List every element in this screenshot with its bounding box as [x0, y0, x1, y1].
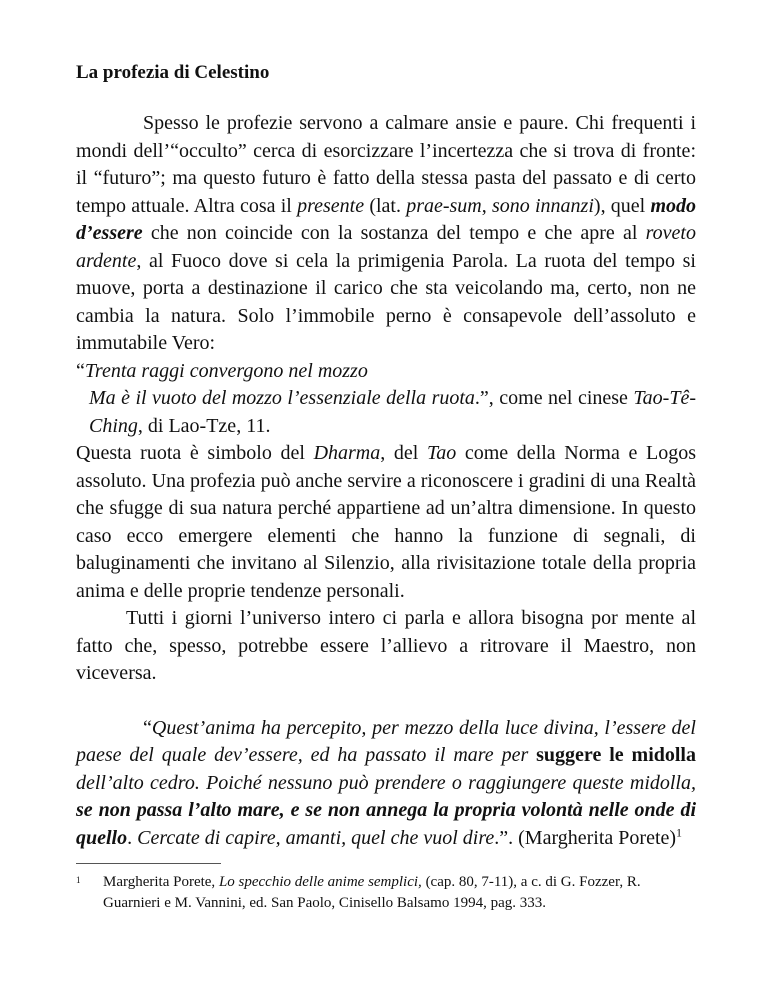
- footnote-divider: [76, 863, 221, 864]
- bold-phrase: suggere le midolla: [536, 744, 696, 766]
- text-run: Questa ruota è simbolo del: [76, 442, 314, 464]
- footnote-number: 1: [76, 875, 81, 885]
- text-run: , al Fuoco dove si cela la primigenia Parola. La ruota del tempo si muove, porta a destinazione il carico che sta veicolando ma, certo, non ne cambia la natura. Solo l’immobile perno è consapevole dell’assoluto e immutabile Vero:: [76, 249, 696, 354]
- italic-term: Tao: [426, 442, 457, 464]
- italic-term: Dharma: [313, 442, 381, 464]
- text-run: (cap. 80, 7-11), a c. di G. Fozzer, R. Guarnieri e M. Vannini, ed. San Paolo, Cinisello Balsamo 1994, pag. 333.: [103, 874, 641, 911]
- paragraph-dharma: [76, 440, 696, 605]
- quote-text: Quest’anima ha percepito, per mezzo della luce divina, l’essere del paese del quale dev’essere, ed ha passato il mare per: [76, 716, 696, 766]
- quote-text: Ma è il vuoto del mozzo l’essenziale della ruota: [89, 387, 475, 409]
- quote-mark: “: [76, 359, 85, 382]
- text-run: Margherita Porete,: [103, 874, 219, 890]
- italic-term: roveto ardente: [76, 222, 696, 272]
- quote-tao-line1: [76, 358, 696, 386]
- italic-term: sono innanzi: [491, 194, 594, 217]
- text-run: , del: [380, 442, 427, 464]
- bold-italic-term: modo d’essere: [76, 194, 697, 244]
- footnote: [76, 872, 696, 914]
- book-title: Lo specchio delle anime semplici,: [218, 874, 422, 890]
- text-run: come della Norma e Logos assoluto. Una profezia può anche servire a riconoscere i gradini di una Realtà che sfugge di sua natura perché appartiene ad un’altra dimensione. In questo caso ecco emergere elementi che hanno la funzione di segnali, di baluginamenti che invitano al Silenzio, alla rivisitazione totale della propria anima e delle proprie tendenze personali.: [76, 442, 696, 602]
- quote-text: Cercate di capire, amanti, quel che vuol dire: [137, 826, 495, 849]
- italic-term: prae-sum: [406, 194, 482, 217]
- document-title: La profezia di Celestino: [76, 62, 270, 83]
- text-run: Spesso le profezie servono a calmare ansie e paure. Chi frequenti i mondi dell’“occulto” cerca di esorcizzare l’incertezza che si trova di fronte: il “futuro”; ma questo futuro è fatto della stessa pasta del passato e di certo tempo attuale. Altra cosa il: [76, 112, 696, 217]
- text-run: (lat.: [364, 194, 407, 217]
- text-run: ,: [481, 194, 492, 217]
- text-run: , di Lao-Tze, 11.: [137, 414, 271, 437]
- paragraph-universe: Tutti i giorni l’universo intero ci parla e allora bisogna por mente al fatto che, spesso, potrebbe essere l’allievo a ritrovare il Maestro, non viceversa.: [76, 607, 696, 684]
- text-run: .”. (Margherita Porete): [494, 826, 677, 849]
- quote-mark: “: [143, 716, 152, 739]
- text-run: ), quel: [593, 194, 651, 217]
- italic-term: Tao-Tê-Ching: [89, 387, 696, 437]
- quote-tao-line2: [76, 385, 696, 440]
- quote-text: Trenta raggi convergono nel mozzo: [84, 359, 368, 382]
- footnote-text: [103, 874, 641, 911]
- footnote-reference[interactable]: 1: [676, 824, 683, 839]
- paragraph-intro: [76, 110, 696, 358]
- bold-italic-phrase: se non passa l’alto mare, e se non annega la propria volontà nelle onde di quello: [76, 799, 696, 849]
- document-page: [76, 62, 696, 914]
- text-run: .”, come nel cinese: [474, 387, 634, 409]
- quote-porete: [76, 715, 696, 853]
- text-run: che non coincide con la sostanza del tempo e che apre al: [142, 222, 646, 244]
- text-run: .: [127, 826, 138, 849]
- italic-term: presente: [297, 194, 365, 217]
- quote-text: dell’alto cedro. Poiché nessuno può prendere o raggiungere queste midolla,: [76, 771, 696, 794]
